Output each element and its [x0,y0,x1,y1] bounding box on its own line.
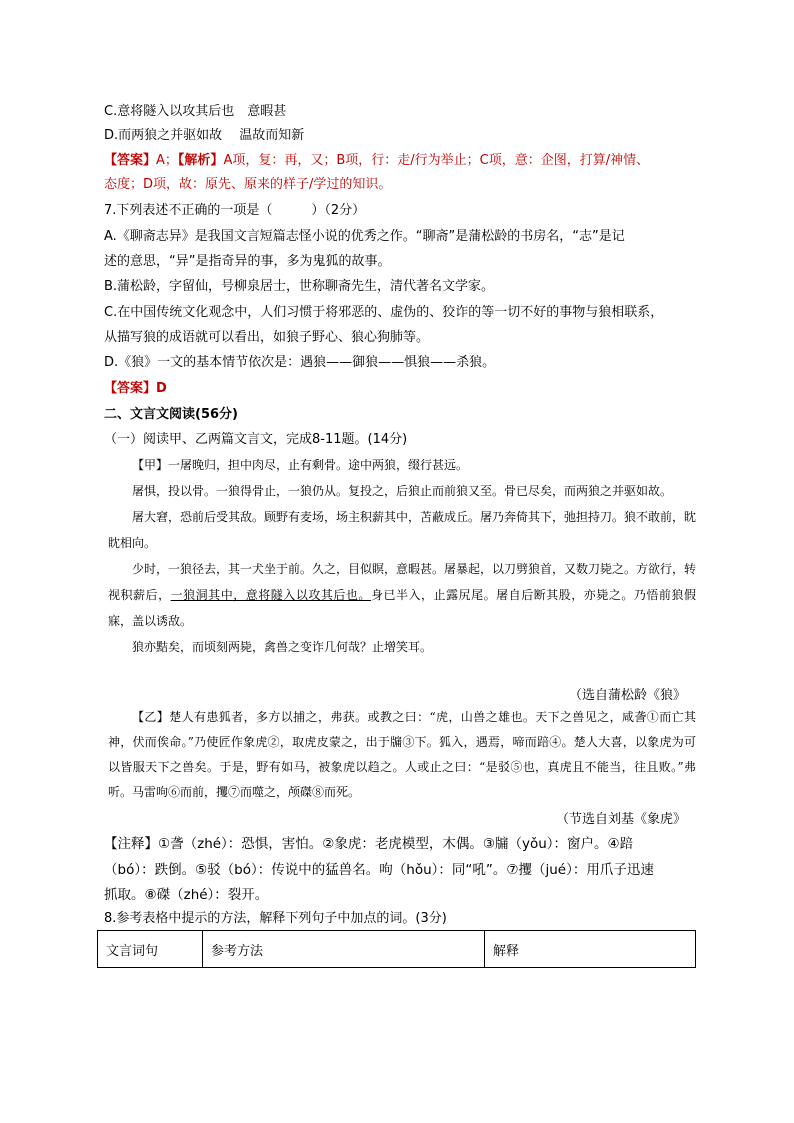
jia-p4-a: 少时，一狼径去，其一犬坐于前。久之，目似瞑，意暇甚。屠暴起，以刀劈狼首，又数刀毙之。方欲行，转视积薪后， [108,562,697,602]
header-cell: 参考方法 [203,931,485,968]
jia-p4 [108,556,696,634]
section-heading: 二、文言文阅读(56分) [104,407,238,422]
underlined-sentence: 一狼洞其中，意将隧入以攻其后也。 [170,588,371,602]
q7-option-c-1: C.在中国传统文化观念中，人们习惯于将邪恶的、虚伪的、狡诈的等一切不好的事物与狼相联系， [104,305,664,320]
q6-answer-line2: 态度；D项，故：原先、原来的样子/学过的知识。 [104,177,392,192]
analysis-text: A项，复：再，又；B项，行：走/行为举止；C项，意：企图，打算/神情、 [223,153,650,168]
q8-table [97,930,696,968]
passage-jia [108,452,696,660]
notes-line1: 【注释】①詟（zhé）：恐惧，害怕。②象虎：老虎模型，木偶。③牖（yǒu）：窗户。④踣 [104,836,634,852]
section-sub: （一）阅读甲、乙两篇文言文，完成8-11题。(14分) [104,432,408,447]
q8-stem: 8.参考表格中提示的方法，解释下列句子中加点的词。(3分) [104,911,447,926]
header-cell: 解释 [485,931,696,968]
yi-source: （节选自刘基《象虎》 [555,812,686,827]
analysis-tag: 【解析】 [177,153,224,168]
jia-source: （选自蒲松龄《狼》 [568,688,686,703]
q7-option-a-2: 述的意思，“异”是指奇异的事，多为鬼狐的故事。 [104,254,391,269]
notes-line3: 抓取。⑧磔（zhé）：裂开。 [104,887,269,903]
option-c: C.意将隧入以攻其后也 意暇甚 [104,104,287,119]
jia-p1: 【甲】一屠晚归，担中肉尽，止有剩骨。途中两狼，缀行甚远。 [132,458,469,472]
passage-yi: 【乙】楚人有患狐者，多方以捕之，弗获。或教之曰：“虎，山兽之雄也。天下之兽见之，咸詟①而亡其神，伏而俟命。”乃使匠作象虎②，取虎皮蒙之，出于牖③下。狐入，遇焉，啼而踣④。楚人大喜，以象虎为可以皆服天下之兽矣。于是，野有如马，被象虎以趋之。人或止之曰：“是驳⑤也，真虎且不能当，往且败。”弗听。马雷呴⑥而前，攫⑦而噬之，颅磔⑧而死。 [108,710,696,799]
option-d: D.而两狼之并驱如故 温故而知新 [104,128,305,143]
answer-value: A； [156,153,178,168]
answer-tag: 【答案】 [104,153,157,168]
notes-line2: （bó）：跌倒。⑤驳（bó）：传说中的猛兽名。呴（hǒu）：同“吼”。⑦攫（jué）：用爪子迅速 [104,862,654,878]
q7-option-c-2: 从描写狼的成语就可以看出，如狼子野心、狼心狗肺等。 [104,330,430,345]
jia-p4-b: 身已半入，止露尻尾。屠自后断其股，亦毙之。乃悟前狼假寐，盖以诱敌。 [108,588,696,628]
q7-option-a-1: A.《聊斋志异》是我国文言短篇志怪小说的优秀之作。“聊斋”是蒲松龄的书房名，“志”是记 [104,229,625,244]
header-cell: 文言词句 [98,931,203,968]
q7-answer: 【答案】D [104,381,167,396]
q6-answer-line1 [104,153,649,169]
jia-p3: 屠大窘，恐前后受其敌。顾野有麦场，场主积薪其中，苫蔽成丘。屠乃奔倚其下，弛担持刀。狼不敢前，眈眈相向。 [108,510,697,550]
q7-option-d: D.《狼》一文的基本情节依次是：遇狼——御狼——惧狼——杀狼。 [104,355,496,370]
q7-stem: 7.下列表述不正确的一项是（ ）（2分） [104,203,366,218]
jia-p5: 狼亦黠矣，而顷刻两毙，禽兽之变诈几何哉？止增笑耳。 [132,640,433,654]
jia-p2: 屠惧，投以骨。一狼得骨止，一狼仍从。复投之，后狼止而前狼又至。骨已尽矣，而两狼之并驱如故。 [132,484,673,498]
q7-option-b: B.蒲松龄，字留仙，号柳泉居士，世称聊斋先生，清代著名文学家。 [104,279,495,294]
table-header-row [98,931,696,968]
